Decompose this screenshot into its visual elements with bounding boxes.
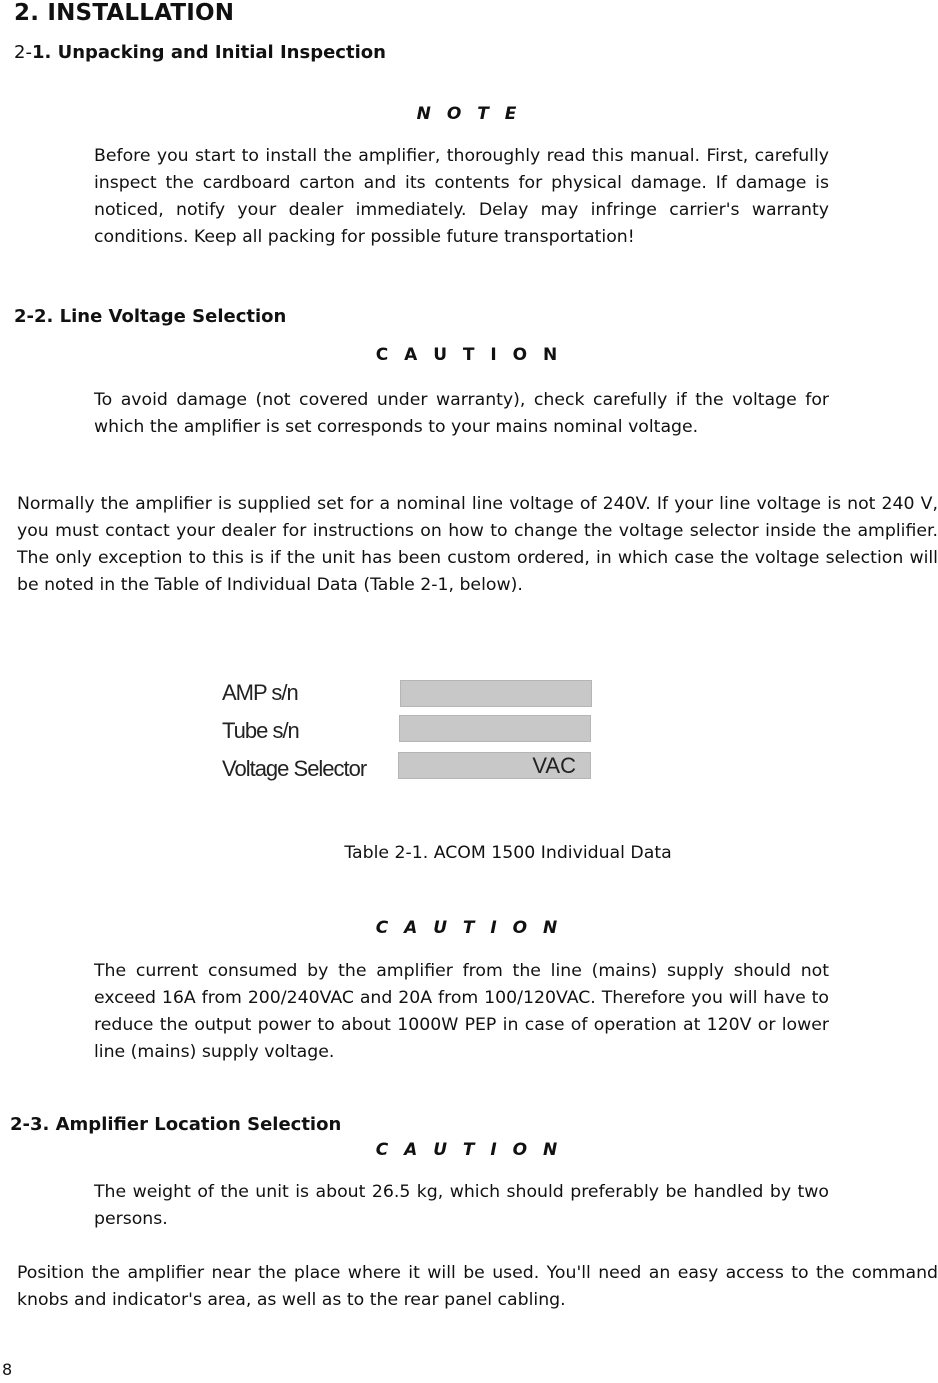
voltage-selector-field (398, 752, 591, 779)
page-number: 8 (2, 1360, 13, 1379)
tube-sn-field (399, 715, 591, 742)
subsection-2-title: 2-2. Line Voltage Selection (14, 306, 287, 327)
caution-heading-1: C A U T I O N (375, 345, 563, 365)
caution-text-2: The current consumed by the amplifier from the line (mains) supply should not exceed 16A from 200/240VAC and 20A from 100/120VAC. Therefore you will have to reduce the output power to about 1000W PEP in case of operation at 120V or lower line (mains) supply voltage. (94, 961, 829, 1062)
caution-heading-3: C A U T I O N (375, 1140, 563, 1160)
line-voltage-paragraph: Normally the amplifier is supplied set for a nominal line voltage of 240V. If your line voltage is not 240 V, you must contact your dealer for instructions on how to change the voltage selector inside the amplifier. The only exception to this is if the unit has been custom ordered, in which case the voltage selection will be noted in the Table of Individual Data (Table 2-1, below). (17, 494, 938, 595)
location-paragraph: Position the amplifier near the place where it will be used. You'll need an easy access to the command knobs and indicator's area, as well as to the rear panel cabling. (17, 1263, 938, 1310)
subsection-1-number: 2- (14, 42, 32, 63)
subsection-3-title: 2-3. Amplifier Location Selection (10, 1114, 342, 1135)
amp-sn-label: AMP s/n (222, 680, 298, 705)
caution-heading-2: C A U T I O N (375, 918, 563, 938)
table-caption: Table 2-1. ACOM 1500 Individual Data (344, 843, 672, 863)
voltage-selector-label: Voltage Selector (222, 756, 367, 781)
tube-sn-label: Tube s/n (222, 718, 299, 743)
voltage-selector-unit: VAC (532, 753, 576, 778)
note-heading: N O T E (416, 104, 522, 124)
section-title: 2. INSTALLATION (14, 0, 235, 26)
subsection-1-heading (14, 42, 386, 63)
caution-text-3: The weight of the unit is about 26.5 kg, which should preferably be handled by two persons. (94, 1182, 829, 1229)
subsection-1-title: 1. Unpacking and Initial Inspection (31, 42, 386, 63)
note-text: Before you start to install the amplifier, thoroughly read this manual. First, carefully inspect the cardboard carton and its contents for physical damage. If damage is noticed, notify your dealer immediately. Delay may infringe carrier's warranty conditions. Keep all packing for possible future transportation! (94, 146, 829, 247)
amp-sn-field (400, 680, 592, 707)
caution-text-1: To avoid damage (not covered under warranty), check carefully if the voltage for which the amplifier is set corresponds to your mains nominal voltage. (94, 390, 829, 437)
